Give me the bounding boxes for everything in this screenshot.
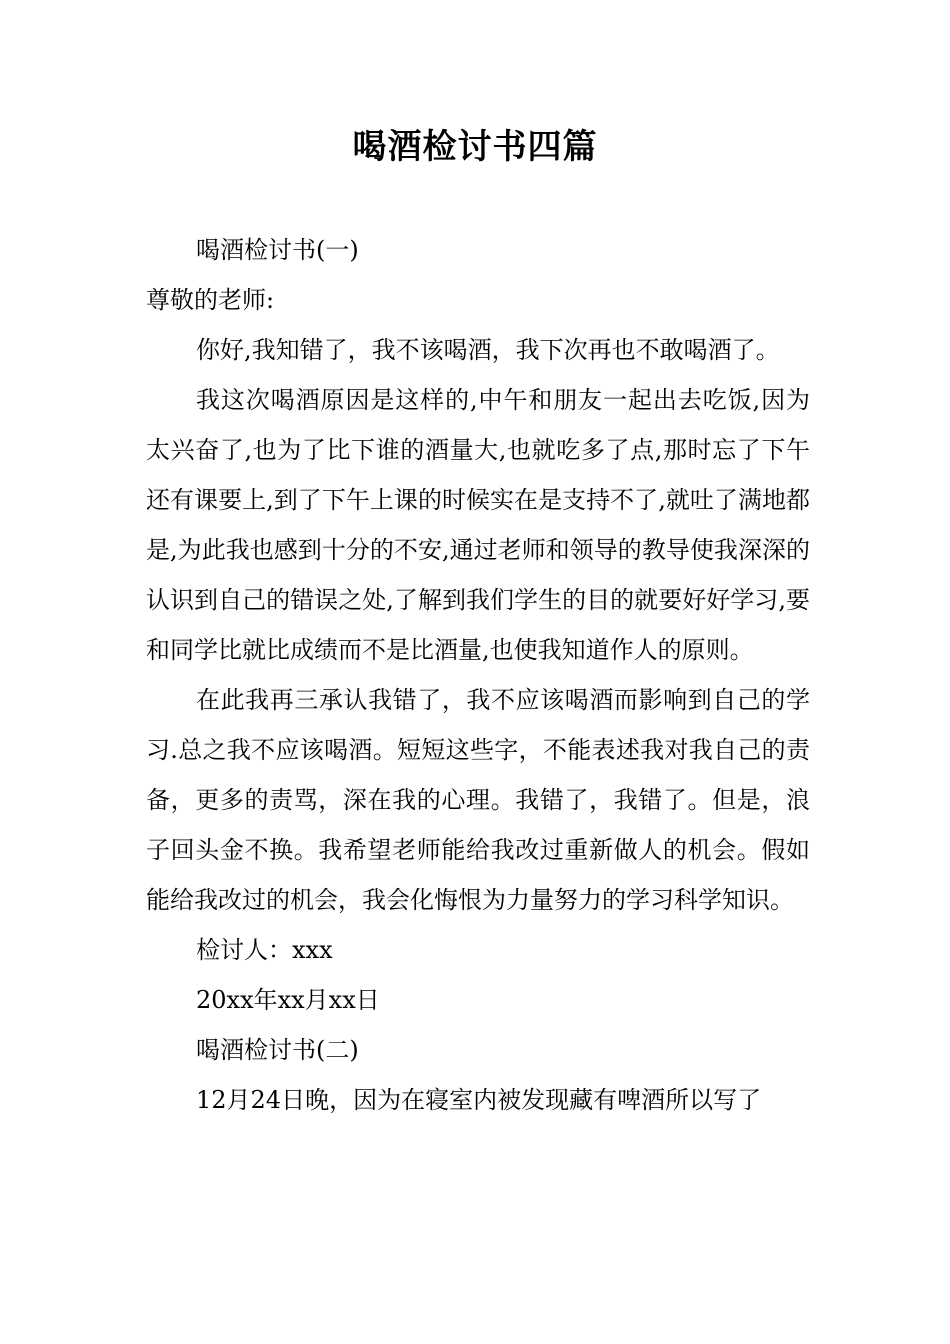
date-line: 20xx年xx月xx日 <box>196 986 380 1014</box>
body-paragraph: 在此我再三承认我错了，我不应该喝酒而影响到自己的学习.总之我不应该喝酒。短短这些字，不能表述我对我自己的责备，更多的责骂，深在我的心理。我错了，我错了。但是，浪子回头金不换。我希望老师能给我改过重新做人的机会。假如能给我改过的机会，我会化悔恨为力量努力的学习科学知识。 <box>146 686 810 914</box>
salutation: 尊敬的老师: <box>146 286 275 314</box>
signer-line: 检讨人：xxx <box>196 936 333 964</box>
document-title: 喝酒检讨书四篇 <box>352 127 598 167</box>
body-paragraph: 12月24日晚，因为在寝室内被发现藏有啤酒所以写了 <box>196 1086 762 1114</box>
document-body <box>146 225 810 1125</box>
section-heading-1: 喝酒检讨书(一) <box>196 236 359 264</box>
body-paragraph: 我这次喝酒原因是这样的,中午和朋友一起出去吃饭,因为太兴奋了,也为了比下谁的酒量大,也就吃多了点,那时忘了下午还有课要上,到了下午上课的时候实在是支持不了,就吐了满地都是,为此我也感到十分的不安,通过老师和领导的教导使我深深的认识到自己的错误之处,了解到我们学生的目的就要好好学习,要和同学比就比成绩而不是比酒量,也使我知道作人的原则。 <box>146 386 810 664</box>
section-heading-2: 喝酒检讨书(二) <box>196 1036 359 1064</box>
body-paragraph: 你好,我知错了，我不该喝酒，我下次再也不敢喝酒了。 <box>196 336 780 364</box>
